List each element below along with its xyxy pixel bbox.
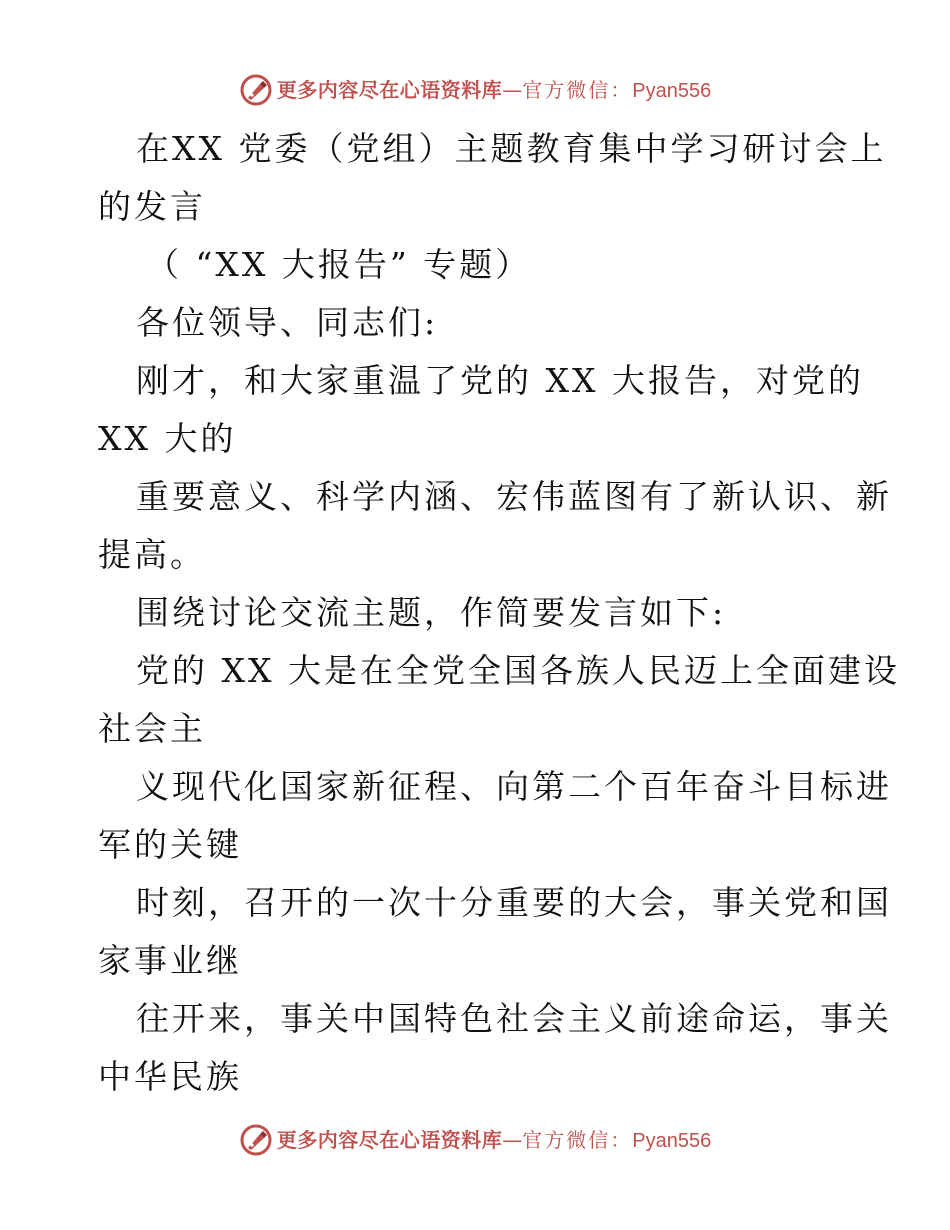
paragraph-line: 刚才，和大家重温了党的 XX 大报告，对党的: [136, 361, 864, 400]
paragraph-line: 军的关键: [98, 825, 242, 864]
watermark-wechat-id: Pyan556: [632, 1129, 712, 1152]
paragraph-line: 中华民族: [98, 1057, 242, 1096]
pen-nib-logo-icon: [239, 1123, 273, 1157]
paragraph-line: 社会主: [98, 709, 206, 748]
watermark-wechat-label: 官方微信：: [522, 1127, 633, 1152]
paragraph-line: 义现代化国家新征程、向第二个百年奋斗目标进: [136, 767, 892, 806]
header-watermark: [0, 70, 950, 110]
watermark-separator: —: [502, 77, 523, 102]
footer-watermark: [0, 1120, 950, 1160]
watermark-text: [277, 1128, 711, 1153]
paragraph-line: XX 大的: [98, 419, 237, 458]
watermark-main-text: 更多内容尽在心语资料库: [276, 77, 503, 102]
paragraph-line: 党的 XX 大是在全党全国各族人民迈上全面建设: [136, 651, 900, 690]
paragraph-line: 重要意义、科学内涵、宏伟蓝图有了新认识、新: [136, 477, 892, 516]
paragraph-line: 围绕讨论交流主题，作简要发言如下:: [136, 593, 727, 632]
paragraph-line: 时刻，召开的一次十分重要的大会，事关党和国: [136, 883, 892, 922]
watermark-separator: —: [502, 1127, 523, 1152]
pen-nib-logo-icon: [239, 73, 273, 107]
title-line-2: 的发言: [98, 187, 206, 226]
document-body: [98, 120, 900, 1106]
paragraph-line: 提高。: [98, 535, 206, 574]
watermark-text: [277, 78, 711, 103]
subtitle-line: （ “XX 大报告” 专题）: [146, 245, 532, 284]
watermark-main-text: 更多内容尽在心语资料库: [276, 1127, 503, 1152]
paragraph-line: 往开来，事关中国特色社会主义前途命运，事关: [136, 999, 892, 1038]
watermark-wechat-id: Pyan556: [632, 79, 712, 102]
title-line-1: 在XX 党委（党组）主题教育集中学习研讨会上: [136, 129, 887, 168]
paragraph-line: 家事业继: [98, 941, 242, 980]
watermark-wechat-label: 官方微信：: [522, 77, 633, 102]
salutation: 各位领导、同志们:: [136, 303, 439, 342]
